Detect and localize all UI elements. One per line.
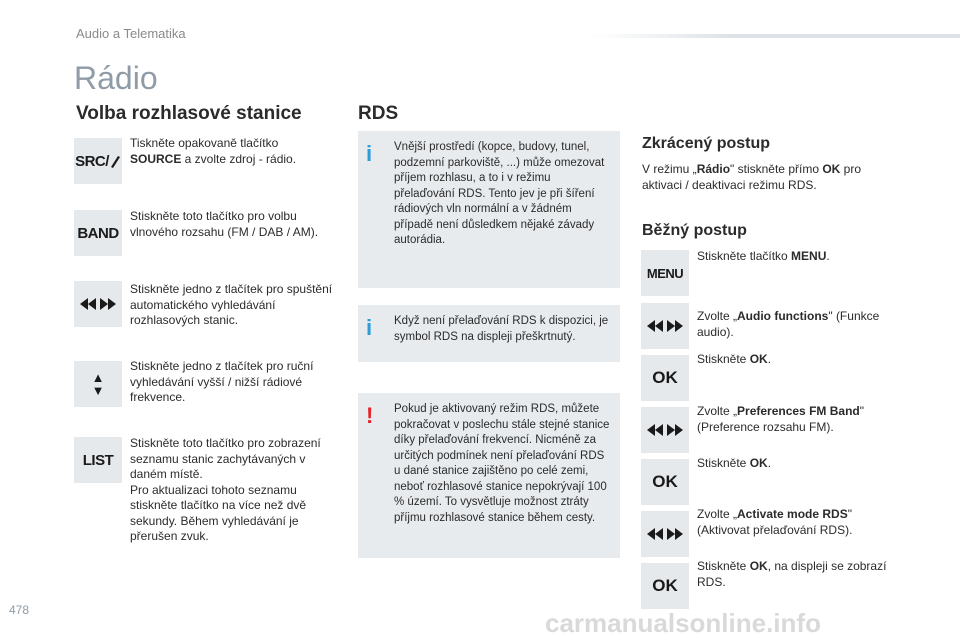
step-activate-rds-text: Zvolte „Activate mode RDS" (Aktivovat přelaďování RDS). <box>697 507 853 537</box>
quick-procedure-text: V režimu „Rádio" stiskněte přímo OK pro aktivaci / deaktivaci režimu RDS. <box>642 162 862 192</box>
step-ok-rds-text: Stiskněte OK, na displeji se zobrazí RDS. <box>697 559 887 589</box>
up-down-icon <box>74 361 122 407</box>
warning-note-text: Pokud je aktivovaný režim RDS, můžete pokračovat v poslechu stále stejné stanice díky přelaďování frekvencí. Nicméně za určitých podmínek není přelaďování RDS u dané stanice zajištěno po celé zemi, neboť rozhlasové stanice nepokrývají 100 % území. To vysvětluje možnost ztráty příjmu rozhlasové stanice během cesty. <box>394 403 610 524</box>
down-arrow-icon: ▼ <box>91 383 105 398</box>
menu-icon: MENU <box>641 250 689 296</box>
info-note-text: Vnější prostředí (kopce, budovy, tunel, podzemní parkoviště, ...) může omezovat příjem rozhlasu, a to i v režimu přelaďování RDS. Tento jev je při šíření rádiových vln normální a v žádném případě není důsledkem nějaké závady autorádia. <box>394 141 605 246</box>
seek-arrows-icon <box>74 281 122 327</box>
warning-note <box>358 393 620 558</box>
step-audio-functions-text: Zvolte „Audio functions" (Funkce audio). <box>697 309 880 339</box>
info-note-text: Když není přelaďování RDS k dispozici, je symbol RDS na displeji přeškrtnutý. <box>394 315 609 343</box>
step-preferences-text: Zvolte „Preferences FM Band" (Preference rozsahu FM). <box>697 404 864 434</box>
step-ok-text: Stiskněte OK. <box>697 352 772 366</box>
step-ok-text: Stiskněte OK. <box>697 456 772 470</box>
seek-arrows-icon <box>641 303 689 349</box>
info-note <box>358 305 620 362</box>
page-title: Rádio <box>74 60 158 96</box>
info-note <box>358 131 620 288</box>
up-arrow-icon: ▲ <box>91 370 105 385</box>
pen-icon <box>109 154 121 168</box>
rds-heading: RDS <box>358 103 399 124</box>
watermark: carmanualsonline.info <box>545 608 821 638</box>
normal-procedure-heading: Běžný postup <box>642 222 747 239</box>
src-description: Tiskněte opakovaně tlačítko SOURCE a zvolte zdroj - rádio. <box>130 136 297 166</box>
section-header: Audio a Telematika <box>76 26 186 41</box>
ok-icon: OK <box>641 563 689 609</box>
page-number: 478 <box>9 603 30 617</box>
src-icon <box>74 138 122 184</box>
list-icon: LIST <box>74 437 122 483</box>
seek-arrows-icon <box>641 407 689 453</box>
ok-icon: OK <box>641 355 689 401</box>
quick-procedure-heading: Zkrácený postup <box>642 135 771 152</box>
list-description: Stiskněte toto tlačítko pro zobrazení seznamu stanic zachytávaných v daném místě. Pro aktualizaci tohoto seznamu stiskněte tlačítko na více než dvě sekundy. Během vyhledávání je přerušen zvuk. <box>130 436 321 543</box>
src-icon-label: SRC/ <box>75 152 109 170</box>
seek-description: Stiskněte jedno z tlačítek pro spuštění automatického vyhledávání rozhlasových stanic. <box>130 282 333 327</box>
manual-tune-description: Stiskněte jedno z tlačítek pro ruční vyhledávání vyšší / nižší rádiové frekvence. <box>130 359 314 404</box>
ok-icon: OK <box>641 459 689 505</box>
band-description: Stiskněte toto tlačítko pro volbu vlnového rozsahu (FM / DAB / AM). <box>130 209 319 239</box>
band-icon: BAND <box>74 210 122 256</box>
info-icon: i <box>366 141 373 166</box>
info-icon: i <box>366 315 373 340</box>
warning-icon: ! <box>366 403 374 428</box>
header-rule <box>590 34 960 38</box>
step-menu-text: Stiskněte tlačítko MENU. <box>697 249 830 263</box>
station-selection-heading: Volba rozhlasové stanice <box>76 103 302 124</box>
seek-arrows-icon <box>641 511 689 557</box>
